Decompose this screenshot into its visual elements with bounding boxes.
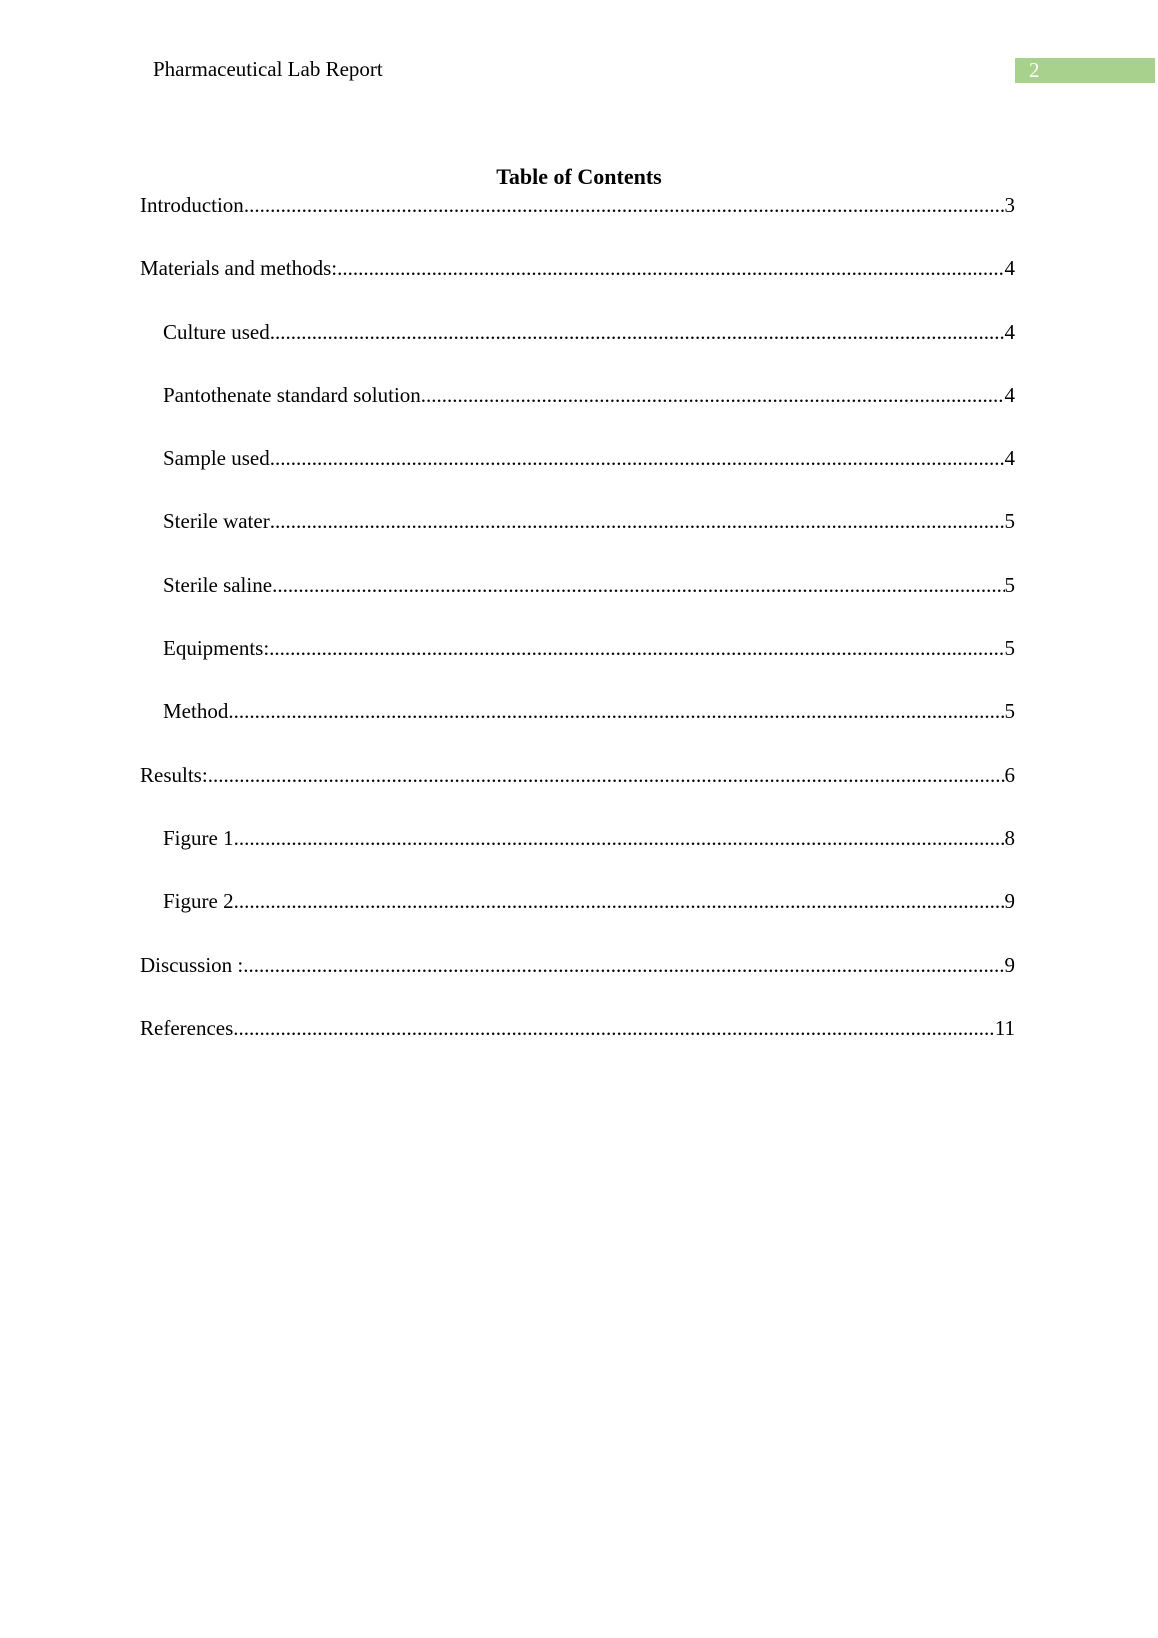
toc-dot-leader bbox=[270, 445, 1005, 471]
toc-dot-leader bbox=[272, 572, 1004, 598]
toc-entry-page: 4 bbox=[1004, 256, 1015, 281]
toc-dot-leader bbox=[244, 192, 1005, 218]
toc-entry-figure-2[interactable] bbox=[140, 888, 1015, 951]
toc-dot-leader bbox=[270, 319, 1005, 345]
toc-entry-page: 4 bbox=[1004, 382, 1015, 407]
toc-entry-label: Method bbox=[163, 699, 229, 724]
toc-entry-page: 3 bbox=[1004, 193, 1015, 217]
toc-dot-leader bbox=[421, 382, 1005, 408]
toc-entry-materials-and-methods[interactable] bbox=[140, 255, 1015, 318]
toc-entry-culture-used[interactable] bbox=[140, 319, 1015, 382]
toc-entry-sterile-water[interactable] bbox=[140, 508, 1015, 571]
toc-entry-label: Sterile saline bbox=[163, 572, 273, 597]
toc-dot-leader bbox=[337, 255, 1004, 281]
toc-dot-leader bbox=[269, 635, 1004, 661]
toc-entry-label: Figure 2 bbox=[163, 889, 234, 914]
toc-entry-pantothenate-standard-solution[interactable] bbox=[140, 382, 1015, 445]
toc-entry-label: Results: bbox=[140, 762, 208, 787]
toc-entry-method[interactable] bbox=[140, 698, 1015, 761]
toc-entry-equipments[interactable] bbox=[140, 635, 1015, 698]
toc-entry-page: 11 bbox=[994, 1015, 1015, 1040]
toc-entry-page: 5 bbox=[1004, 509, 1015, 534]
toc-entry-label: Discussion : bbox=[140, 952, 244, 977]
toc-entry-label: References bbox=[140, 1015, 234, 1040]
toc-entry-page: 4 bbox=[1004, 446, 1015, 471]
toc-dot-leader bbox=[243, 952, 1004, 978]
toc-entry-discussion[interactable] bbox=[140, 952, 1015, 1015]
toc-entry-sample-used[interactable] bbox=[140, 445, 1015, 508]
toc-dot-leader bbox=[208, 762, 1005, 788]
toc-entry-page: 9 bbox=[1004, 889, 1015, 914]
toc-entry-label: Materials and methods: bbox=[140, 256, 338, 281]
running-header: Pharmaceutical Lab Report bbox=[153, 57, 383, 81]
table-of-contents bbox=[140, 192, 1015, 1078]
toc-entry-page: 8 bbox=[1004, 825, 1015, 850]
toc-entry-label: Introduction bbox=[140, 193, 244, 217]
toc-entry-figure-1[interactable] bbox=[140, 825, 1015, 888]
toc-entry-introduction[interactable] bbox=[140, 192, 1015, 255]
toc-entry-page: 5 bbox=[1004, 636, 1015, 661]
toc-dot-leader bbox=[233, 1015, 994, 1041]
toc-entry-label: Sample used bbox=[163, 446, 270, 471]
toc-entry-sterile-saline[interactable] bbox=[140, 572, 1015, 635]
toc-dot-leader bbox=[228, 698, 1004, 724]
toc-entry-label: Pantothenate standard solution bbox=[163, 382, 421, 407]
toc-entry-page: 9 bbox=[1004, 952, 1015, 977]
toc-title: Table of Contents bbox=[496, 164, 662, 189]
toc-dot-leader bbox=[234, 825, 1005, 851]
toc-entry-page: 5 bbox=[1004, 572, 1015, 597]
toc-entry-page: 5 bbox=[1004, 699, 1015, 724]
toc-entry-label: Culture used bbox=[163, 319, 270, 344]
toc-entry-label: Sterile water bbox=[163, 509, 270, 534]
toc-entry-results[interactable] bbox=[140, 762, 1015, 825]
page-number: 2 bbox=[1015, 58, 1155, 83]
toc-entry-page: 6 bbox=[1004, 762, 1015, 787]
toc-dot-leader bbox=[270, 508, 1005, 534]
toc-dot-leader bbox=[234, 888, 1005, 914]
toc-entry-label: Equipments: bbox=[163, 636, 270, 661]
toc-entry-references[interactable] bbox=[140, 1015, 1015, 1078]
toc-entry-page: 4 bbox=[1004, 319, 1015, 344]
toc-entry-label: Figure 1 bbox=[163, 825, 234, 850]
